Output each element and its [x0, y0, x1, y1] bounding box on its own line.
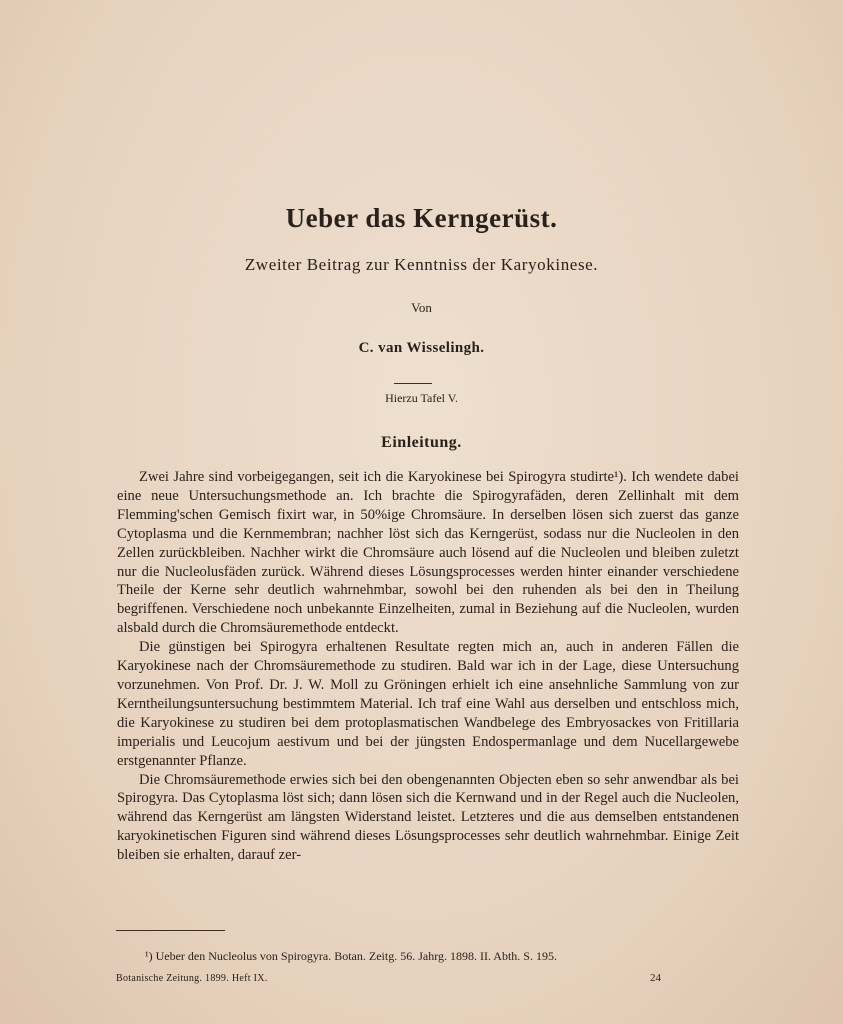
- footnote: ¹) Ueber den Nucleolus von Spirogyra. Botan. Zeitg. 56. Jahrg. 1898. II. Abth. S. 195.: [145, 949, 557, 963]
- paragraph: Die günstigen bei Spirogyra erhaltenen Resultate regten mich an, auch in anderen Fällen die Karyokinese nach der Chromsäuremethode zu studiren. Bald war ich in der Lage, diese Untersuchung vorzunehmen. Von Prof. Dr. J. W. Moll zu Gröningen erhielt ich eine ansehnliche Sammlung von zur Kerntheilungsuntersuchung bestimmtem Material. Ich traf eine Wahl aus derselben und entschloss mich, die Karyokinese zu studiren bei dem protoplasmatischen Wandbelege des Embryosackes von Fritillaria imperialis und Leucojum aestivum und bei der jüngsten Endospermanlage und dem Nucellargewebe erstgenannter Pflanze.: [117, 639, 739, 769]
- body-text: [117, 468, 739, 865]
- article-subtitle: Zweiter Beitrag zur Kenntniss der Karyokinese.: [244, 255, 599, 274]
- byline-prefix: Von: [411, 300, 432, 315]
- paragraph: Die Chromsäuremethode erwies sich bei den obengenannten Objecten eben so sehr anwendbar als bei Spirogyra. Das Cytoplasma löst sich; dann lösen sich die Kernwand und in der Regel auch die Nucleolen, während das Kerngerüst am längsten Widerstand leistet. Letzteres und die aus demselben entstandenen karyokinetischen Figuren sind während dieses Lösungsprocesses sehr deutlich wahrnehmbar. Einige Zeit bleiben sie erhalten, darauf zer-: [117, 771, 739, 864]
- author-name: C. van Wisselingh.: [358, 340, 485, 356]
- journal-footer: Botanische Zeitung. 1899. Heft IX.: [116, 973, 268, 984]
- footnote-divider: [116, 930, 225, 931]
- plate-reference: Hierzu Tafel V.: [385, 391, 458, 405]
- title-divider: [394, 383, 432, 384]
- page-number: 24: [650, 972, 661, 984]
- section-heading: Einleitung.: [381, 434, 462, 451]
- paragraph: Zwei Jahre sind vorbeigegangen, seit ich die Karyokinese bei Spirogyra studirte¹). Ich wendete dabei eine neue Untersuchungsmethode an. Ich brachte die Spirogyrafäden, deren Zellinhalt mit dem Flemming'schen Gemisch fixirt war, in 50%ige Chromsäure. In derselben lösen sich zuerst das ganze Cytoplasma und die Kernmembran; nachher löst sich das Kerngerüst, sodass nur die Nucleolen in den Zellen zurückbleiben. Nachher wirkt die Chromsäure auch lösend auf die Nucleolen und bleiben zuletzt nur die Nucleolusfäden zurück. Während dieses Lösungsprocesses werden hinter einander verschiedene Theile der Kerne sehr deutlich wahrnehmbar, sowohl bei den ruhenden als bei den in Theilung begriffenen. Verschiedene noch unbekannte Einzelheiten, zumal in Beziehung auf die Nucleolen, wurden alsbald durch die Chromsäuremethode entdeckt.: [117, 469, 739, 637]
- article-title: Ueber das Kerngerüst.: [285, 203, 558, 233]
